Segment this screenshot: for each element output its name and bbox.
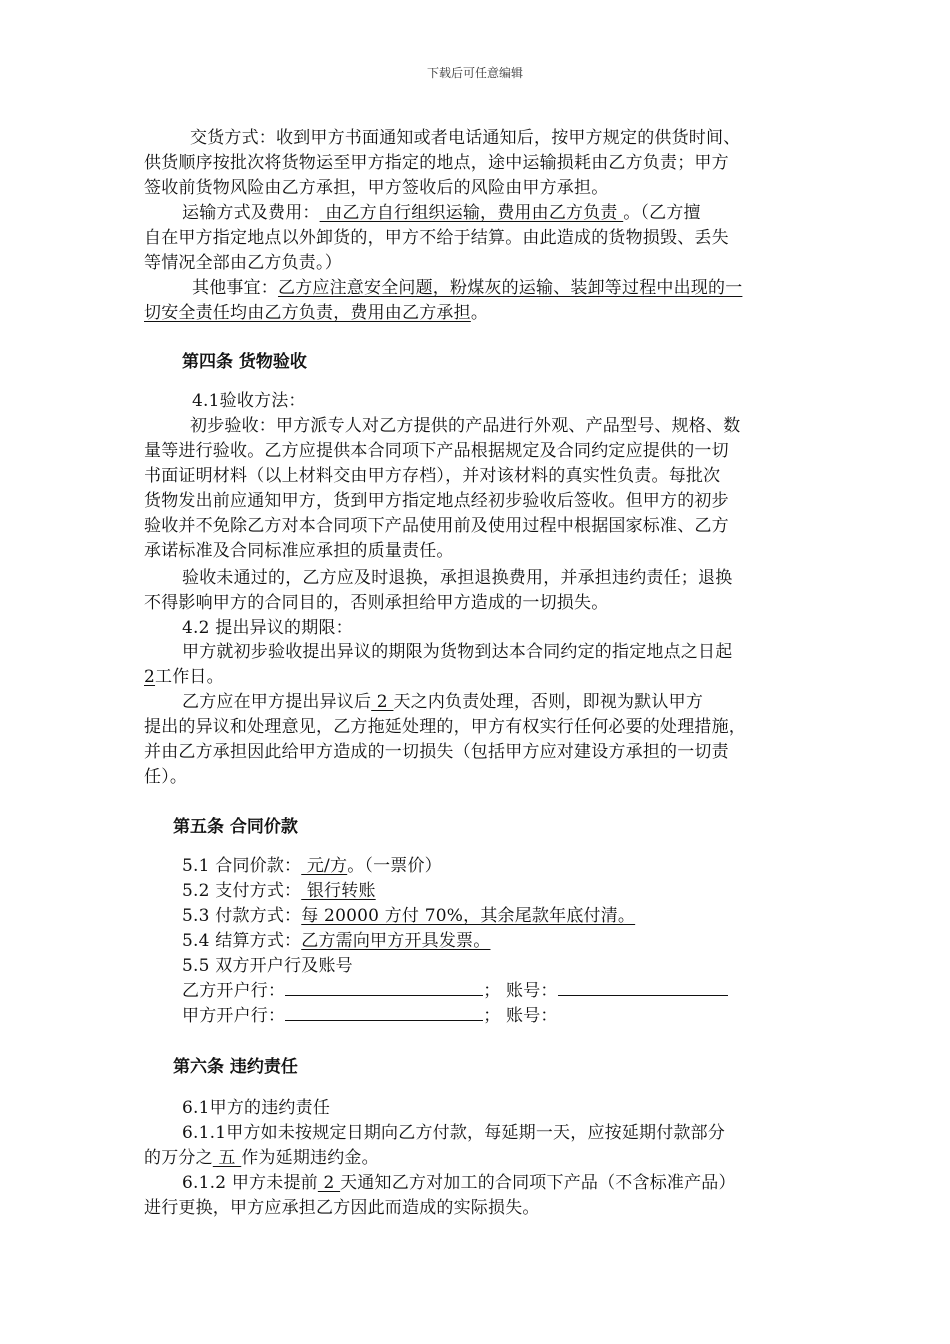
yi-account-label: ； 账号： xyxy=(483,981,558,1001)
inspect-p1-line-1: 初步验收：甲方派专人对乙方提供的产品进行外观、产品型号、规格、数 xyxy=(190,416,741,436)
inspect-p1-line-5: 验收并不免除乙方对本合同项下产品使用前及使用过程中根据国家标准、乙方 xyxy=(144,516,729,536)
transport-line-2: 自在甲方指定地点以外卸货的，甲方不给于结算。由此造成的货物损毁、丢失 xyxy=(144,228,729,248)
transport-label: 运输方式及费用： xyxy=(182,203,320,223)
handling-line-2: 提出的异议和处理意见，乙方拖延处理的，甲方有权实行任何必要的处理措施， xyxy=(144,717,746,737)
settlement-label: 5.4 结算方式： xyxy=(182,931,302,951)
handling-line-3: 并由乙方承担因此给甲方造成的一切损失（包括甲方应对建设方承担的一切责 xyxy=(144,742,729,762)
inspect-p2-line-2: 不得影响甲方的合同目的，否则承担给甲方造成的一切损失。 xyxy=(144,593,609,613)
other-line-1 xyxy=(192,276,742,300)
notice-after: 天通知乙方对加工的合同项下产品（不含标准产品） xyxy=(340,1173,736,1193)
handling-before: 乙方应在甲方提出异议后 xyxy=(182,692,372,712)
delivery-line-1: 交货方式：收到甲方书面通知或者电话通知后，按甲方规定的供货时间、 xyxy=(190,128,741,148)
objection-days: 2 xyxy=(144,667,156,687)
clause-6-1-2-line-2: 进行更换，甲方应承担乙方因此而造成的实际损失。 xyxy=(144,1198,540,1218)
penalty-before: 的万分之 xyxy=(144,1148,213,1168)
other-value-1: 乙方应注意安全问题，粉煤灰的运输、装卸等过程中出现的一 xyxy=(278,278,743,298)
clause-4-2: 4.2 提出异议的期限： xyxy=(182,618,353,638)
handling-line-1 xyxy=(182,690,703,714)
handling-line-4: 任）。 xyxy=(144,767,188,787)
inspect-p1-line-3: 书面证明材料（以上材料交由甲方存档），并对该材料的真实性负责。每批次 xyxy=(144,466,721,486)
notice-before: 6.1.2 甲方未提前 xyxy=(182,1173,318,1193)
price-after: 。（一票价） xyxy=(347,856,442,876)
price-label: 5.1 合同价款： xyxy=(182,856,302,876)
transport-line-1 xyxy=(182,201,701,225)
page-header: 下载后可任意编辑 xyxy=(426,66,523,80)
inspect-p1-line-4: 货物发出前应通知甲方，货到甲方指定地点经初步验收后签收。但甲方的初步 xyxy=(144,491,729,511)
price-value: 元/方 xyxy=(301,856,348,876)
settlement-value: 乙方需向甲方开具发票。 xyxy=(301,931,491,951)
jia-bank-row xyxy=(182,1004,558,1028)
handling-days: 2 xyxy=(371,692,394,712)
clause-6-1: 6.1甲方的违约责任 xyxy=(182,1098,331,1118)
item-5-2 xyxy=(182,879,376,903)
item-5-1 xyxy=(182,854,442,878)
other-line-2 xyxy=(144,301,488,325)
item-5-5: 5.5 双方开户行及账号 xyxy=(182,956,353,976)
penalty-after: 作为延期违约金。 xyxy=(241,1148,379,1168)
yi-account-blank xyxy=(558,979,728,996)
clause-6-1-2-line-1 xyxy=(182,1171,736,1195)
transport-line-3: 等情况全部由乙方负责。） xyxy=(144,253,342,273)
clause-4-1: 4.1验收方法： xyxy=(192,391,306,411)
notice-days: 2 xyxy=(317,1173,341,1193)
yi-bank-blank xyxy=(285,979,483,996)
jia-account-label: ； 账号： xyxy=(483,1006,558,1026)
clause-6-1-1-line-2 xyxy=(144,1146,379,1170)
other-value-2: 切安全责任均由乙方负责，费用由乙方承担 xyxy=(144,303,471,323)
inspect-p1-line-6: 承诺标准及合同标准应承担的质量责任。 xyxy=(144,541,454,561)
section-6-title: 第六条 违约责任 xyxy=(173,1057,298,1077)
inspect-p1-line-2: 量等进行验收。乙方应提供本合同项下产品根据规定及合同约定应提供的一切 xyxy=(144,441,729,461)
transport-after: 。（乙方擅 xyxy=(623,203,701,223)
payment-terms-value: 每 20000 方付 70%，其余尾款年底付清。 xyxy=(301,906,636,926)
jia-bank-blank xyxy=(285,1004,483,1021)
objection-line-2 xyxy=(144,665,224,689)
objection-line-1: 甲方就初步验收提出异议的期限为货物到达本合同约定的指定地点之日起 xyxy=(182,642,733,662)
other-label: 其他事宜： xyxy=(192,278,278,298)
delivery-line-3: 签收前货物风险由乙方承担，甲方签收后的风险由甲方承担。 xyxy=(144,178,609,198)
item-5-3 xyxy=(182,904,635,928)
delivery-line-2: 供货顺序按批次将货物运至甲方指定的地点，途中运输损耗由乙方负责；甲方 xyxy=(144,153,729,173)
yi-bank-row xyxy=(182,979,728,1003)
transport-value: 由乙方自行组织运输，费用由乙方负责 xyxy=(319,203,624,223)
yi-bank-label: 乙方开户行： xyxy=(182,981,286,1001)
payment-method-label: 5.2 支付方式： xyxy=(182,881,302,901)
clause-6-1-1-line-1: 6.1.1甲方如未按规定日期向乙方付款，每延期一天，应按延期付款部分 xyxy=(182,1123,726,1143)
item-5-4 xyxy=(182,929,490,953)
section-4-title: 第四条 货物验收 xyxy=(182,352,307,372)
payment-terms-label: 5.3 付款方式： xyxy=(182,906,302,926)
jia-bank-label: 甲方开户行： xyxy=(182,1006,286,1026)
objection-after: 工作日。 xyxy=(155,667,224,687)
inspect-p2-line-1: 验收未通过的，乙方应及时退换，承担退换费用，并承担违约责任；退换 xyxy=(182,568,733,588)
other-after: 。 xyxy=(470,303,489,323)
penalty-value: 五 xyxy=(212,1148,242,1168)
payment-method-value: 银行转账 xyxy=(301,881,376,901)
section-5-title: 第五条 合同价款 xyxy=(173,817,298,837)
handling-after: 天之内负责处理，否则，即视为默认甲方 xyxy=(393,692,704,712)
